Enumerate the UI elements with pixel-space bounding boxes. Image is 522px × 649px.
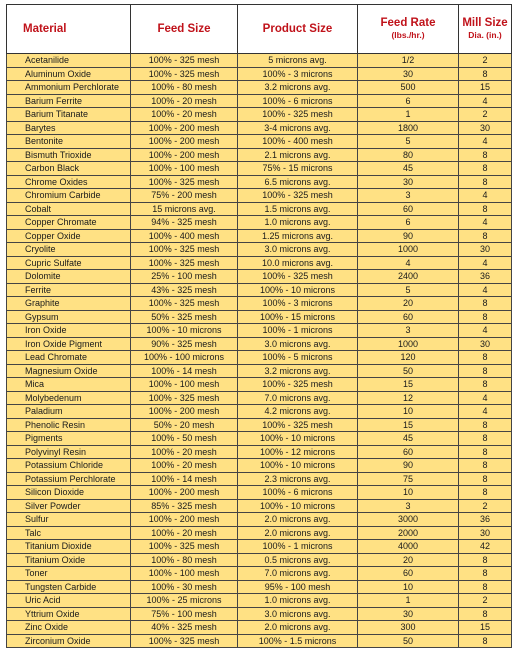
table-row: [7, 405, 512, 419]
table-row: [7, 594, 512, 608]
cell-material: Potassium Chloride: [7, 459, 131, 473]
cell-material: Aluminum Oxide: [7, 67, 131, 81]
cell-material: Titanium Oxide: [7, 553, 131, 567]
table-row: [7, 121, 512, 135]
table-row: [7, 283, 512, 297]
cell-feed-rate: 120: [358, 351, 459, 365]
cell-product-size: 0.5 microns avg.: [238, 553, 358, 567]
cell-feed-size: 100% - 325 mesh: [131, 54, 238, 68]
header-row: [7, 5, 512, 54]
cell-product-size: 100% - 325 mesh: [238, 189, 358, 203]
cell-material: Toner: [7, 567, 131, 581]
cell-product-size: 95% - 100 mesh: [238, 580, 358, 594]
cell-product-size: 3.0 microns avg.: [238, 607, 358, 621]
table-row: [7, 378, 512, 392]
cell-material: Talc: [7, 526, 131, 540]
cell-mill-size: 8: [459, 567, 512, 581]
cell-feed-rate: 60: [358, 310, 459, 324]
cell-material: Paladium: [7, 405, 131, 419]
cell-feed-rate: 45: [358, 432, 459, 446]
cell-product-size: 2.0 microns avg.: [238, 513, 358, 527]
cell-product-size: 100% - 400 mesh: [238, 135, 358, 149]
cell-mill-size: 8: [459, 297, 512, 311]
mill-size-table: [6, 4, 512, 648]
cell-product-size: 7.0 microns avg.: [238, 391, 358, 405]
cell-feed-size: 94% - 325 mesh: [131, 216, 238, 230]
cell-material: Lead Chromate: [7, 351, 131, 365]
cell-material: Phenolic Resin: [7, 418, 131, 432]
cell-mill-size: 30: [459, 243, 512, 257]
cell-feed-size: 100% - 325 mesh: [131, 243, 238, 257]
cell-material: Magnesium Oxide: [7, 364, 131, 378]
cell-material: Ammonium Perchlorate: [7, 81, 131, 95]
cell-material: Polyvinyl Resin: [7, 445, 131, 459]
cell-feed-size: 100% - 325 mesh: [131, 391, 238, 405]
table-row: [7, 324, 512, 338]
cell-feed-rate: 2000: [358, 526, 459, 540]
cell-feed-rate: 90: [358, 459, 459, 473]
cell-mill-size: 8: [459, 351, 512, 365]
cell-mill-size: 8: [459, 472, 512, 486]
cell-feed-size: 100% - 200 mesh: [131, 121, 238, 135]
cell-material: Silicon Dioxide: [7, 486, 131, 500]
header-product-size-label: Product Size: [262, 23, 333, 35]
cell-mill-size: 4: [459, 283, 512, 297]
cell-feed-rate: 10: [358, 486, 459, 500]
cell-material: Barytes: [7, 121, 131, 135]
header-mill-size-unit: Dia. (in.): [468, 30, 502, 40]
cell-mill-size: 8: [459, 459, 512, 473]
table-row: [7, 391, 512, 405]
cell-material: Gypsum: [7, 310, 131, 324]
cell-feed-size: 100% - 14 mesh: [131, 472, 238, 486]
cell-material: Copper Oxide: [7, 229, 131, 243]
cell-feed-size: 100% - 200 mesh: [131, 513, 238, 527]
cell-product-size: 100% - 10 microns: [238, 459, 358, 473]
cell-feed-size: 90% - 325 mesh: [131, 337, 238, 351]
cell-feed-rate: 15: [358, 418, 459, 432]
cell-feed-size: 100% - 30 mesh: [131, 580, 238, 594]
cell-product-size: 2.0 microns avg.: [238, 526, 358, 540]
cell-product-size: 100% - 325 mesh: [238, 108, 358, 122]
table-row: [7, 94, 512, 108]
cell-mill-size: 8: [459, 607, 512, 621]
table-row: [7, 310, 512, 324]
cell-product-size: 1.0 microns avg.: [238, 594, 358, 608]
cell-material: Bismuth Trioxide: [7, 148, 131, 162]
cell-feed-rate: 90: [358, 229, 459, 243]
cell-feed-size: 50% - 20 mesh: [131, 418, 238, 432]
cell-feed-size: 100% - 80 mesh: [131, 553, 238, 567]
cell-feed-size: 100% - 325 mesh: [131, 634, 238, 648]
cell-feed-rate: 300: [358, 621, 459, 635]
table-row: [7, 634, 512, 648]
cell-material: Zinc Oxide: [7, 621, 131, 635]
cell-mill-size: 8: [459, 378, 512, 392]
cell-feed-size: 100% - 200 mesh: [131, 148, 238, 162]
cell-mill-size: 4: [459, 189, 512, 203]
table-row: [7, 513, 512, 527]
cell-feed-size: 100% - 325 mesh: [131, 297, 238, 311]
cell-product-size: 100% - 10 microns: [238, 499, 358, 513]
cell-feed-size: 100% - 100 mesh: [131, 378, 238, 392]
table-row: [7, 351, 512, 365]
cell-material: Uric Acid: [7, 594, 131, 608]
cell-feed-rate: 80: [358, 148, 459, 162]
table-row: [7, 202, 512, 216]
cell-material: Chrome Oxides: [7, 175, 131, 189]
table-row: [7, 553, 512, 567]
cell-material: Iron Oxide: [7, 324, 131, 338]
cell-product-size: 5 microns avg.: [238, 54, 358, 68]
cell-mill-size: 8: [459, 67, 512, 81]
cell-product-size: 100% - 10 microns: [238, 432, 358, 446]
table-row: [7, 445, 512, 459]
cell-feed-size: 100% - 14 mesh: [131, 364, 238, 378]
cell-mill-size: 8: [459, 580, 512, 594]
cell-feed-rate: 50: [358, 634, 459, 648]
cell-feed-rate: 10: [358, 405, 459, 419]
cell-product-size: 100% - 15 microns: [238, 310, 358, 324]
table-row: [7, 148, 512, 162]
cell-product-size: 100% - 325 mesh: [238, 270, 358, 284]
cell-mill-size: 30: [459, 526, 512, 540]
cell-product-size: 3.2 microns avg.: [238, 364, 358, 378]
cell-material: Acetanilide: [7, 54, 131, 68]
cell-mill-size: 8: [459, 148, 512, 162]
cell-product-size: 100% - 6 microns: [238, 486, 358, 500]
cell-product-size: 3-4 microns avg.: [238, 121, 358, 135]
cell-mill-size: 2: [459, 54, 512, 68]
cell-mill-size: 36: [459, 513, 512, 527]
cell-material: Molybedenum: [7, 391, 131, 405]
table-row: [7, 621, 512, 635]
cell-feed-rate: 60: [358, 567, 459, 581]
cell-material: Mica: [7, 378, 131, 392]
cell-feed-rate: 4000: [358, 540, 459, 554]
cell-material: Dolomite: [7, 270, 131, 284]
table-row: [7, 540, 512, 554]
cell-product-size: 100% - 10 microns: [238, 283, 358, 297]
cell-material: Cryolite: [7, 243, 131, 257]
cell-mill-size: 8: [459, 634, 512, 648]
cell-material: Titanium Dioxide: [7, 540, 131, 554]
cell-feed-rate: 20: [358, 553, 459, 567]
cell-material: Carbon Black: [7, 162, 131, 176]
cell-feed-rate: 50: [358, 364, 459, 378]
cell-feed-size: 25% - 100 mesh: [131, 270, 238, 284]
header-feed-rate-label: Feed Rate: [380, 17, 436, 29]
cell-feed-size: 100% - 325 mesh: [131, 175, 238, 189]
cell-product-size: 1.0 microns avg.: [238, 216, 358, 230]
cell-mill-size: 8: [459, 310, 512, 324]
table-body: [7, 54, 512, 648]
cell-feed-rate: 60: [358, 445, 459, 459]
cell-material: Graphite: [7, 297, 131, 311]
cell-material: Iron Oxide Pigment: [7, 337, 131, 351]
table-row: [7, 229, 512, 243]
cell-product-size: 3.0 microns avg.: [238, 243, 358, 257]
cell-feed-size: 75% - 200 mesh: [131, 189, 238, 203]
cell-product-size: 2.0 microns avg.: [238, 621, 358, 635]
cell-feed-rate: 5: [358, 283, 459, 297]
cell-material: Zirconium Oxide: [7, 634, 131, 648]
cell-mill-size: 8: [459, 175, 512, 189]
cell-feed-rate: 2400: [358, 270, 459, 284]
table-row: [7, 486, 512, 500]
cell-product-size: 100% - 325 mesh: [238, 418, 358, 432]
header-product-size: [238, 5, 358, 54]
cell-feed-rate: 30: [358, 175, 459, 189]
table-row: [7, 256, 512, 270]
cell-mill-size: 8: [459, 229, 512, 243]
cell-material: Sulfur: [7, 513, 131, 527]
cell-feed-rate: 3: [358, 499, 459, 513]
table-row: [7, 54, 512, 68]
cell-feed-size: 43% - 325 mesh: [131, 283, 238, 297]
cell-feed-size: 75% - 100 mesh: [131, 607, 238, 621]
cell-mill-size: 15: [459, 621, 512, 635]
cell-product-size: 2.1 microns avg.: [238, 148, 358, 162]
cell-product-size: 100% - 1 microns: [238, 540, 358, 554]
cell-product-size: 75% - 15 microns: [238, 162, 358, 176]
table-row: [7, 432, 512, 446]
cell-material: Pigments: [7, 432, 131, 446]
header-material: [7, 5, 131, 54]
cell-feed-rate: 45: [358, 162, 459, 176]
cell-feed-size: 50% - 325 mesh: [131, 310, 238, 324]
cell-mill-size: 2: [459, 499, 512, 513]
cell-mill-size: 4: [459, 216, 512, 230]
cell-material: Silver Powder: [7, 499, 131, 513]
cell-feed-size: 85% - 325 mesh: [131, 499, 238, 513]
cell-feed-size: 100% - 80 mesh: [131, 81, 238, 95]
cell-feed-rate: 3: [358, 324, 459, 338]
cell-mill-size: 4: [459, 135, 512, 149]
cell-feed-size: 100% - 100 microns: [131, 351, 238, 365]
cell-material: Cobalt: [7, 202, 131, 216]
cell-feed-rate: 20: [358, 297, 459, 311]
cell-feed-rate: 6: [358, 94, 459, 108]
cell-feed-size: 100% - 325 mesh: [131, 67, 238, 81]
cell-feed-size: 15 microns avg.: [131, 202, 238, 216]
cell-mill-size: 8: [459, 486, 512, 500]
table-row: [7, 162, 512, 176]
cell-product-size: 1.25 microns avg.: [238, 229, 358, 243]
cell-mill-size: 30: [459, 121, 512, 135]
cell-material: Ferrite: [7, 283, 131, 297]
cell-mill-size: 15: [459, 81, 512, 95]
cell-feed-rate: 1800: [358, 121, 459, 135]
table-row: [7, 526, 512, 540]
cell-mill-size: 4: [459, 391, 512, 405]
cell-mill-size: 36: [459, 270, 512, 284]
cell-mill-size: 8: [459, 162, 512, 176]
cell-mill-size: 8: [459, 553, 512, 567]
cell-product-size: 100% - 5 microns: [238, 351, 358, 365]
cell-material: Bentonite: [7, 135, 131, 149]
cell-product-size: 3.2 microns avg.: [238, 81, 358, 95]
table-row: [7, 499, 512, 513]
cell-feed-size: 100% - 20 mesh: [131, 445, 238, 459]
cell-feed-size: 40% - 325 mesh: [131, 621, 238, 635]
cell-mill-size: 2: [459, 108, 512, 122]
cell-mill-size: 8: [459, 202, 512, 216]
cell-feed-size: 100% - 100 mesh: [131, 162, 238, 176]
cell-feed-size: 100% - 400 mesh: [131, 229, 238, 243]
table-row: [7, 580, 512, 594]
table-row: [7, 270, 512, 284]
cell-feed-rate: 3: [358, 189, 459, 203]
cell-feed-rate: 30: [358, 67, 459, 81]
cell-feed-rate: 15: [358, 378, 459, 392]
table-row: [7, 418, 512, 432]
cell-feed-rate: 1/2: [358, 54, 459, 68]
cell-mill-size: 42: [459, 540, 512, 554]
cell-product-size: 6.5 microns avg.: [238, 175, 358, 189]
cell-product-size: 100% - 3 microns: [238, 67, 358, 81]
cell-product-size: 4.2 microns avg.: [238, 405, 358, 419]
cell-product-size: 100% - 1 microns: [238, 324, 358, 338]
cell-feed-size: 100% - 200 mesh: [131, 486, 238, 500]
cell-feed-rate: 500: [358, 81, 459, 95]
header-feed-rate-unit: (lbs./hr.): [391, 30, 425, 40]
table-row: [7, 108, 512, 122]
cell-product-size: 1.5 microns avg.: [238, 202, 358, 216]
cell-product-size: 10.0 microns avg.: [238, 256, 358, 270]
cell-product-size: 100% - 12 microns: [238, 445, 358, 459]
header-feed-rate: [358, 5, 459, 54]
cell-feed-size: 100% - 25 microns: [131, 594, 238, 608]
cell-feed-rate: 3000: [358, 513, 459, 527]
mill-size-table-container: [6, 4, 511, 648]
cell-mill-size: 4: [459, 94, 512, 108]
cell-feed-size: 100% - 200 mesh: [131, 405, 238, 419]
cell-material: Barium Titanate: [7, 108, 131, 122]
cell-mill-size: 30: [459, 337, 512, 351]
cell-feed-rate: 10: [358, 580, 459, 594]
header-mill-size: [459, 5, 512, 54]
cell-feed-size: 100% - 20 mesh: [131, 108, 238, 122]
cell-feed-size: 100% - 50 mesh: [131, 432, 238, 446]
cell-mill-size: 8: [459, 445, 512, 459]
table-row: [7, 216, 512, 230]
table-row: [7, 67, 512, 81]
cell-product-size: 7.0 microns avg.: [238, 567, 358, 581]
cell-feed-size: 100% - 200 mesh: [131, 135, 238, 149]
cell-feed-rate: 1: [358, 108, 459, 122]
cell-feed-rate: 1000: [358, 337, 459, 351]
cell-material: Copper Chromate: [7, 216, 131, 230]
header-mill-size-label: Mill Size: [462, 17, 508, 29]
cell-feed-rate: 6: [358, 216, 459, 230]
cell-feed-rate: 30: [358, 607, 459, 621]
cell-mill-size: 2: [459, 594, 512, 608]
cell-feed-size: 100% - 10 microns: [131, 324, 238, 338]
cell-feed-rate: 4: [358, 256, 459, 270]
cell-product-size: 100% - 325 mesh: [238, 378, 358, 392]
cell-product-size: 100% - 3 microns: [238, 297, 358, 311]
cell-feed-size: 100% - 20 mesh: [131, 526, 238, 540]
cell-feed-size: 100% - 100 mesh: [131, 567, 238, 581]
cell-feed-rate: 12: [358, 391, 459, 405]
cell-product-size: 2.3 microns avg.: [238, 472, 358, 486]
table-row: [7, 459, 512, 473]
table-row: [7, 243, 512, 257]
cell-mill-size: 8: [459, 418, 512, 432]
cell-feed-size: 100% - 20 mesh: [131, 94, 238, 108]
cell-feed-size: 100% - 325 mesh: [131, 540, 238, 554]
cell-feed-rate: 5: [358, 135, 459, 149]
table-row: [7, 175, 512, 189]
table-row: [7, 364, 512, 378]
header-feed-size: [131, 5, 238, 54]
table-row: [7, 337, 512, 351]
cell-feed-rate: 1: [358, 594, 459, 608]
cell-feed-size: 100% - 20 mesh: [131, 459, 238, 473]
table-row: [7, 472, 512, 486]
cell-product-size: 100% - 1.5 microns: [238, 634, 358, 648]
table-row: [7, 607, 512, 621]
cell-material: Barium Ferrite: [7, 94, 131, 108]
cell-mill-size: 4: [459, 324, 512, 338]
table-row: [7, 567, 512, 581]
header-feed-size-label: Feed Size: [157, 23, 211, 35]
cell-feed-size: 100% - 325 mesh: [131, 256, 238, 270]
cell-product-size: 100% - 6 microns: [238, 94, 358, 108]
cell-material: Tungsten Carbide: [7, 580, 131, 594]
table-row: [7, 189, 512, 203]
cell-material: Cupric Sulfate: [7, 256, 131, 270]
cell-product-size: 3.0 microns avg.: [238, 337, 358, 351]
table-row: [7, 135, 512, 149]
cell-mill-size: 4: [459, 256, 512, 270]
cell-feed-rate: 60: [358, 202, 459, 216]
table-row: [7, 297, 512, 311]
cell-material: Potassium Perchlorate: [7, 472, 131, 486]
cell-mill-size: 4: [459, 405, 512, 419]
table-row: [7, 81, 512, 95]
header-material-label: Material: [23, 23, 67, 35]
cell-material: Yttrium Oxide: [7, 607, 131, 621]
cell-feed-rate: 1000: [358, 243, 459, 257]
cell-mill-size: 8: [459, 432, 512, 446]
cell-material: Chromium Carbide: [7, 189, 131, 203]
cell-feed-rate: 75: [358, 472, 459, 486]
cell-mill-size: 8: [459, 364, 512, 378]
